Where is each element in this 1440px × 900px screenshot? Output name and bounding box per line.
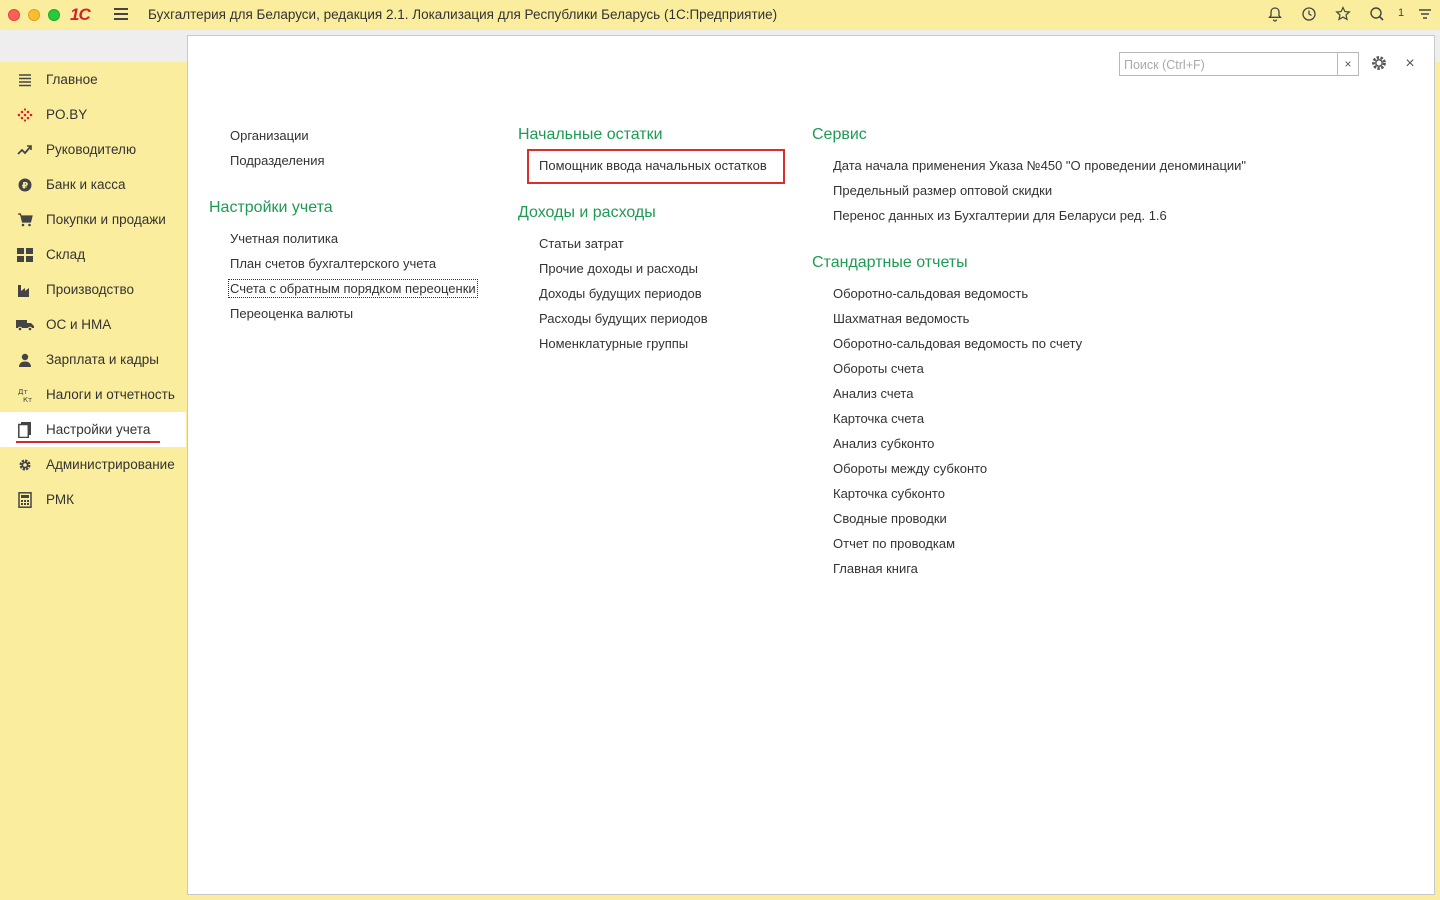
report-link[interactable]: Главная книга bbox=[833, 561, 918, 576]
sidebar-item-label: PO.BY bbox=[46, 107, 88, 122]
search-box bbox=[1119, 52, 1359, 76]
link-deferred-income[interactable]: Доходы будущих периодов bbox=[539, 286, 702, 301]
cart-icon bbox=[16, 211, 34, 229]
report-link[interactable]: Обороты счета bbox=[833, 361, 924, 376]
warehouse-icon bbox=[16, 246, 34, 264]
report-link[interactable]: Отчет по проводкам bbox=[833, 536, 956, 551]
settings-gear-icon[interactable] bbox=[1369, 54, 1389, 74]
person-icon bbox=[16, 351, 34, 369]
clear-search-button[interactable]: × bbox=[1337, 53, 1358, 75]
minimize-window-button[interactable] bbox=[28, 9, 40, 21]
sidebar-item-production[interactable] bbox=[0, 272, 186, 307]
sidebar-item-label: Покупки и продажи bbox=[46, 212, 166, 227]
report-link[interactable]: Шахматная ведомость bbox=[833, 311, 970, 326]
title-bar bbox=[0, 0, 1440, 30]
sidebar-item-rmk[interactable] bbox=[0, 482, 186, 517]
link-product-groups[interactable]: Номенклатурные группы bbox=[539, 336, 689, 351]
star-icon[interactable] bbox=[1334, 6, 1352, 24]
gear-icon bbox=[16, 456, 34, 474]
main-menu-icon[interactable] bbox=[114, 8, 128, 22]
link-departments[interactable]: Подразделения bbox=[230, 153, 325, 168]
sidebar-item-label: Настройки учета bbox=[46, 422, 151, 437]
active-underline bbox=[16, 441, 160, 443]
dt-kt-icon bbox=[16, 386, 34, 404]
history-icon[interactable] bbox=[1300, 6, 1318, 24]
panel-menu-icon[interactable] bbox=[1416, 6, 1434, 24]
section-title-standard-reports: Стандартные отчеты bbox=[812, 254, 968, 271]
report-link[interactable]: Анализ счета bbox=[833, 386, 914, 401]
link-data-transfer[interactable]: Перенос данных из Бухгалтерии для Беларуси ред. 1.6 bbox=[833, 208, 1167, 223]
close-window-button[interactable] bbox=[8, 9, 20, 21]
sidebar-item-label: РМК bbox=[46, 492, 74, 507]
sidebar-item-accounting-settings[interactable] bbox=[0, 412, 186, 447]
sidebar-item-label: Производство bbox=[46, 282, 135, 297]
report-link[interactable]: Карточка субконто bbox=[833, 486, 945, 501]
factory-icon bbox=[16, 281, 34, 299]
link-cost-items[interactable]: Статьи затрат bbox=[539, 236, 624, 251]
sidebar-item-label: Руководителю bbox=[46, 142, 137, 157]
search-icon[interactable] bbox=[1368, 6, 1386, 24]
notification-count: 1 bbox=[1398, 7, 1405, 19]
section-title-income-expenses: Доходы и расходы bbox=[518, 204, 656, 221]
sidebar-item-administration[interactable] bbox=[0, 447, 186, 482]
maximize-window-button[interactable] bbox=[48, 9, 60, 21]
close-icon[interactable]: × bbox=[1405, 55, 1415, 72]
report-link[interactable]: Карточка счета bbox=[833, 411, 925, 426]
link-decree-450-date[interactable]: Дата начала применения Указа №450 "О проведении деноминации" bbox=[833, 158, 1247, 173]
truck-icon bbox=[16, 316, 34, 334]
section-title-accounting-settings: Настройки учета bbox=[209, 199, 333, 216]
sidebar-item-label: Администрирование bbox=[46, 457, 175, 472]
sidebar-item-label: Налоги и отчетность bbox=[46, 387, 175, 402]
bell-icon[interactable] bbox=[1266, 6, 1284, 24]
link-currency-revaluation[interactable]: Переоценка валюты bbox=[230, 306, 354, 321]
trend-icon bbox=[16, 141, 34, 159]
svg-text:Дт: Дт bbox=[18, 387, 28, 396]
report-link[interactable]: Оборотно-сальдовая ведомость bbox=[833, 286, 1029, 301]
menu-lines-icon bbox=[16, 71, 34, 89]
section-content-panel bbox=[187, 35, 1435, 895]
sidebar-item-label: Склад bbox=[46, 247, 86, 262]
books-icon bbox=[16, 421, 34, 439]
sidebar-item-manager[interactable] bbox=[0, 132, 186, 167]
link-max-wholesale-discount[interactable]: Предельный размер оптовой скидки bbox=[833, 183, 1053, 198]
link-other-income-expenses[interactable]: Прочие доходы и расходы bbox=[539, 261, 698, 276]
link-opening-balances-wizard[interactable]: Помощник ввода начальных остатков bbox=[539, 158, 767, 173]
report-link[interactable]: Обороты между субконто bbox=[833, 461, 988, 476]
report-link[interactable]: Анализ субконто bbox=[833, 436, 935, 451]
section-title-opening-balances: Начальные остатки bbox=[518, 126, 663, 143]
sidebar-item-fixed-assets[interactable] bbox=[0, 307, 186, 342]
report-link[interactable]: Сводные проводки bbox=[833, 511, 947, 526]
link-chart-of-accounts[interactable]: План счетов бухгалтерского учета bbox=[230, 256, 437, 271]
svg-text:Кт: Кт bbox=[23, 395, 33, 403]
sidebar-item-main[interactable] bbox=[0, 62, 186, 97]
link-organizations[interactable]: Организации bbox=[230, 128, 309, 143]
report-link[interactable]: Оборотно-сальдовая ведомость по счету bbox=[833, 336, 1083, 351]
sidebar-item-label: Зарплата и кадры bbox=[46, 352, 159, 367]
sections-panel bbox=[0, 62, 186, 900]
cash-register-icon bbox=[16, 491, 34, 509]
svg-text:₽: ₽ bbox=[21, 181, 29, 191]
search-input[interactable] bbox=[1122, 55, 1336, 75]
sidebar-item-poby[interactable] bbox=[0, 97, 186, 132]
sidebar-item-label: ОС и НМА bbox=[46, 317, 112, 332]
sidebar-item-salary[interactable] bbox=[0, 342, 186, 377]
sidebar-item-label: Банк и касса bbox=[46, 177, 126, 192]
window-title: Бухгалтерия для Беларуси, редакция 2.1. Локализация для Республики Беларусь (1С:Предприятие) bbox=[148, 7, 778, 22]
sidebar-item-taxes[interactable] bbox=[0, 377, 186, 412]
app-logo: 1С bbox=[70, 5, 90, 24]
link-accounting-policy[interactable]: Учетная политика bbox=[230, 231, 339, 246]
link-reverse-revaluation-accounts[interactable]: Счета с обратным порядком переоценки bbox=[230, 281, 476, 296]
section-title-service: Сервис bbox=[812, 126, 867, 143]
ruble-coin-icon bbox=[16, 176, 34, 194]
sidebar-item-label: Главное bbox=[46, 72, 98, 87]
sidebar-item-purchases-sales[interactable] bbox=[0, 202, 186, 237]
sidebar-item-bank[interactable] bbox=[0, 167, 186, 202]
link-deferred-expenses[interactable]: Расходы будущих периодов bbox=[539, 311, 708, 326]
sidebar-item-warehouse[interactable] bbox=[0, 237, 186, 272]
dots-icon bbox=[16, 106, 34, 124]
